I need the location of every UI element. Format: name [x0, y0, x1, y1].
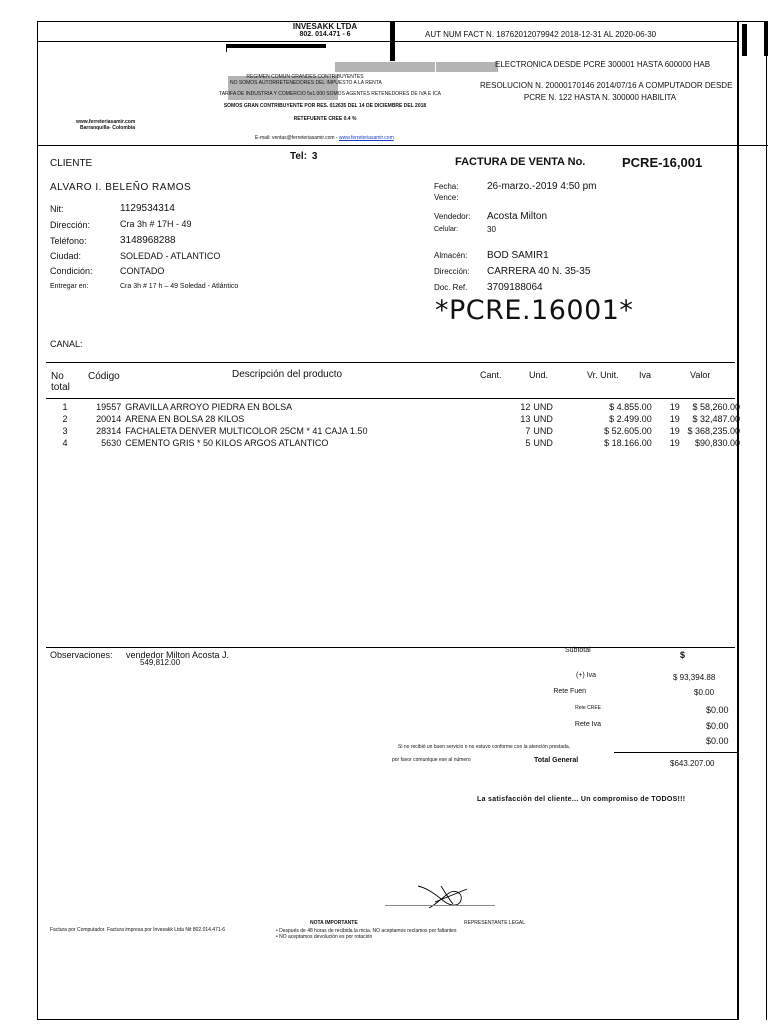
factura-computador-note: Factura por Computador. Factura impresa por Invesakk Ltda Nit 802.014.471-6	[50, 927, 226, 933]
cell-cant: 12	[520, 402, 531, 412]
frame-far-right-thin	[766, 56, 767, 1020]
col-iva: Iva	[639, 370, 652, 380]
email-website-link[interactable]: www.ferreteriasamir.com	[339, 135, 394, 141]
retecree-label: Rete CREE	[575, 705, 601, 711]
cell-vr-unit: $ 52.605.00	[604, 426, 652, 436]
cell-descripcion: CEMENTO GRIS * 50 KILOS ARGOS ATLANTICO	[125, 438, 329, 448]
total-line	[614, 752, 737, 753]
cell-codigo: 19557	[96, 402, 122, 412]
resolucion-line-2: PCRE N. 122 HASTA N. 300000 HABILITA	[523, 93, 677, 102]
frame-bottom-line	[37, 1019, 737, 1020]
company-name: INVESAKK LTDA	[292, 22, 358, 31]
frame-section-line	[37, 145, 768, 146]
factura-title: FACTURA DE VENTA No.	[455, 156, 586, 168]
cell-vr-unit: $ 18.166.00	[604, 438, 652, 448]
resolucion-line-1: RESOLUCION N. 20000170146 2014/07/16 A COMPUTADOR DESDE	[480, 81, 733, 90]
canal-label: CANAL:	[50, 339, 83, 349]
iva-value: $ 93,394.88	[673, 673, 716, 682]
cell-codigo: 28314	[96, 426, 122, 436]
reteiva-value: $0.00	[706, 721, 729, 731]
docref-label: Doc. Ref.	[434, 283, 468, 292]
redaction-tick	[226, 44, 227, 52]
redaction-block-2	[436, 62, 498, 72]
entregar-value: Cra 3h # 17 h – 49 Soledad - Atlántico	[120, 283, 239, 290]
aut-num: AUT NUM FACT N. 18762012079942 2018-12-31 AL 2020-06-30	[425, 30, 657, 39]
observaciones-value-2: 549,812.00	[140, 658, 181, 667]
cell-vr-unit: $ 2.499.00	[609, 414, 652, 424]
col-valor: Valor	[690, 370, 711, 380]
cliente-label: CLIENTE	[50, 158, 93, 169]
regimen-line: REGIMEN COMUN GRANDES CONTRIBUYENTES	[246, 74, 364, 80]
cell-descripcion: GRAVILLA ARROYO PIEDRA EN BOLSA	[125, 402, 293, 412]
cell-und: UND	[533, 414, 553, 424]
subtotal-label: Subtotal	[565, 647, 591, 654]
col-descripcion: Descripción del producto	[232, 369, 343, 380]
nota-line-2: • NO aceptamos devolución es por rotación	[276, 934, 373, 940]
docref-value: 3709188064	[487, 282, 543, 293]
cell-cant: 7	[525, 426, 531, 436]
cell-valor: $90,830.00	[694, 438, 740, 448]
fecha-label: Fecha:	[434, 182, 459, 191]
items-table	[50, 402, 740, 450]
satisfaccion-line: La satisfacción del cliente... Un compromiso de TODOS!!!	[477, 796, 686, 803]
cell-no: 2	[62, 414, 68, 424]
observaciones-label: Observaciones:	[50, 650, 113, 660]
header-mark	[742, 24, 747, 56]
total-label: Total General	[534, 757, 579, 764]
tel-label: Tel:	[290, 151, 308, 162]
factura-number: PCRE-16,001	[622, 155, 703, 170]
direccion-almacen-value: CARRERA 40 N. 35-35	[487, 266, 591, 277]
cell-cant: 5	[525, 438, 531, 448]
table-header-top-line	[46, 362, 735, 363]
signature-line	[385, 905, 495, 906]
client-name: ALVARO I. BELEÑO RAMOS	[50, 182, 192, 193]
retefuente-line: RETEFUENTE CREE 0.4 %	[293, 116, 357, 122]
direccion-value: Cra 3h # 17H - 49	[120, 219, 192, 229]
cell-iva: 19	[669, 438, 680, 448]
email-label: E-mail: ventas@ferreteriasamir.com -	[255, 135, 338, 141]
nota-line-1: • Después de 48 horas de recibida la mcia. NO aceptamos reclamos por faltantes	[276, 928, 457, 934]
website: www.ferreteriasamir.com	[76, 119, 136, 125]
fecha-value: 26-marzo.-2019 4:50 pm	[487, 181, 597, 192]
cell-cant: 13	[520, 414, 531, 424]
col-total: total	[51, 382, 70, 393]
frame-header-line	[37, 41, 737, 42]
nit-value: 1129534314	[120, 203, 175, 214]
nit-label: Nit:	[50, 204, 64, 214]
table-row	[50, 414, 740, 426]
frame-far-right-line	[764, 21, 768, 56]
cell-codigo: 20014	[96, 414, 122, 424]
redaction-bar-top	[226, 44, 326, 48]
buen-servicio-note: Si no recibió un buen servicio o no estuvo conforme con la atención prestada,	[398, 744, 571, 750]
vence-label: Vence:	[434, 193, 459, 202]
cell-no: 4	[62, 438, 68, 448]
entregar-label: Entregar en:	[50, 283, 89, 290]
email-line	[255, 135, 394, 141]
tarifa-line: TARIFA DE INDUSTRIA Y COMERCIO 5x1.000 SOMOS AGENTES RETENEDORES DE IVA E ICA	[219, 91, 441, 97]
ciudad-label: Ciudad:	[50, 251, 82, 261]
cell-codigo: 5630	[101, 438, 122, 448]
tel-value: 3	[311, 151, 318, 162]
total-value: $643.207.00	[670, 759, 715, 768]
subtotal-value: $	[680, 650, 686, 660]
cell-und: UND	[533, 426, 553, 436]
condicion-value: CONTADO	[120, 266, 165, 276]
vendedor-label: Vendedor:	[434, 212, 471, 221]
representante-legal: REPRESENTANTE LEGAL	[464, 920, 526, 926]
retefuen-label: Rete Fuen	[553, 688, 586, 695]
telefono-label: Teléfono:	[50, 236, 87, 246]
col-und: Und.	[529, 370, 549, 380]
reteiva-label: Rete Iva	[574, 721, 601, 728]
cell-valor: $ 58,260.00	[692, 402, 740, 412]
cell-no: 3	[62, 426, 68, 436]
cell-iva: 19	[669, 426, 680, 436]
retecree-value: $0.00	[706, 705, 729, 715]
observaciones-line	[46, 647, 735, 648]
telefono-value: 3148968288	[120, 235, 176, 246]
cell-descripcion: FACHALETA DENVER MULTICOLOR 25CM * 41 CAJA 1.50	[125, 426, 368, 436]
frame-top-line	[37, 21, 768, 22]
cell-valor: $ 368,235.00	[687, 426, 740, 436]
company-nit: 802. 014.471 - 6	[299, 31, 351, 38]
cell-no: 1	[62, 402, 68, 412]
iva-label: (+) Iva	[575, 672, 596, 679]
direccion-almacen-label: Dirección:	[434, 267, 470, 276]
cell-und: UND	[533, 402, 553, 412]
table-row	[50, 426, 740, 438]
no-somos-line: NO SOMOS AUTORRETENEDORES DEL IMPUESTO A LA RENTA	[230, 80, 382, 86]
direccion-label: Dirección:	[50, 220, 91, 230]
city: Barranquilla- Colombia	[80, 125, 136, 131]
celular-value: 30	[487, 225, 496, 234]
cell-descripcion: ARENA EN BOLSA 28 KILOS	[125, 414, 245, 424]
nota-title: NOTA IMPORTANTE	[310, 920, 358, 926]
table-header-bottom-line	[46, 398, 735, 399]
table-row	[50, 402, 740, 414]
col-cant: Cant.	[480, 370, 502, 380]
col-vr-unit: Vr. Unit.	[587, 370, 619, 380]
barcode-text: *PCRE.16001*	[435, 295, 634, 326]
cell-iva: 19	[669, 402, 680, 412]
almacen-label: Almacén:	[434, 251, 468, 260]
frame-right-line	[737, 21, 739, 1020]
gran-contribuyente-line: SOMOS GRAN CONTRIBUYENTE POR RES. 012635 DEL 14 DE DICIEMBRE DEL 2018	[223, 103, 427, 109]
electronica-line: ELECTRONICA DESDE PCRE 300001 HASTA 600000 HAB	[495, 60, 711, 69]
comunique-note: por favor comunique ese al número	[392, 757, 471, 763]
cell-iva: 19	[669, 414, 680, 424]
vendedor-value: Acosta Milton	[487, 211, 548, 222]
celular-label: Celular:	[434, 226, 459, 233]
cell-vr-unit: $ 4.855.00	[609, 402, 652, 412]
cell-valor: $ 32,487.00	[692, 414, 740, 424]
condicion-label: Condición:	[50, 266, 93, 276]
redaction-block-1	[335, 62, 435, 72]
table-row	[50, 438, 740, 450]
header-divider	[390, 21, 395, 61]
cell-und: UND	[533, 438, 553, 448]
extra-value: $0.00	[706, 736, 729, 746]
tel-field	[290, 151, 317, 162]
ciudad-value: SOLEDAD - ATLANTICO	[120, 251, 221, 261]
col-codigo: Código	[88, 371, 120, 382]
items-table-body	[50, 402, 740, 450]
almacen-value: BOD SAMIR1	[487, 250, 549, 261]
observaciones-value: vendedor Milton Acosta J.	[126, 650, 230, 660]
retefuen-value: $0.00	[694, 688, 715, 697]
frame-left-line	[37, 21, 38, 1020]
col-no: No	[51, 371, 64, 382]
